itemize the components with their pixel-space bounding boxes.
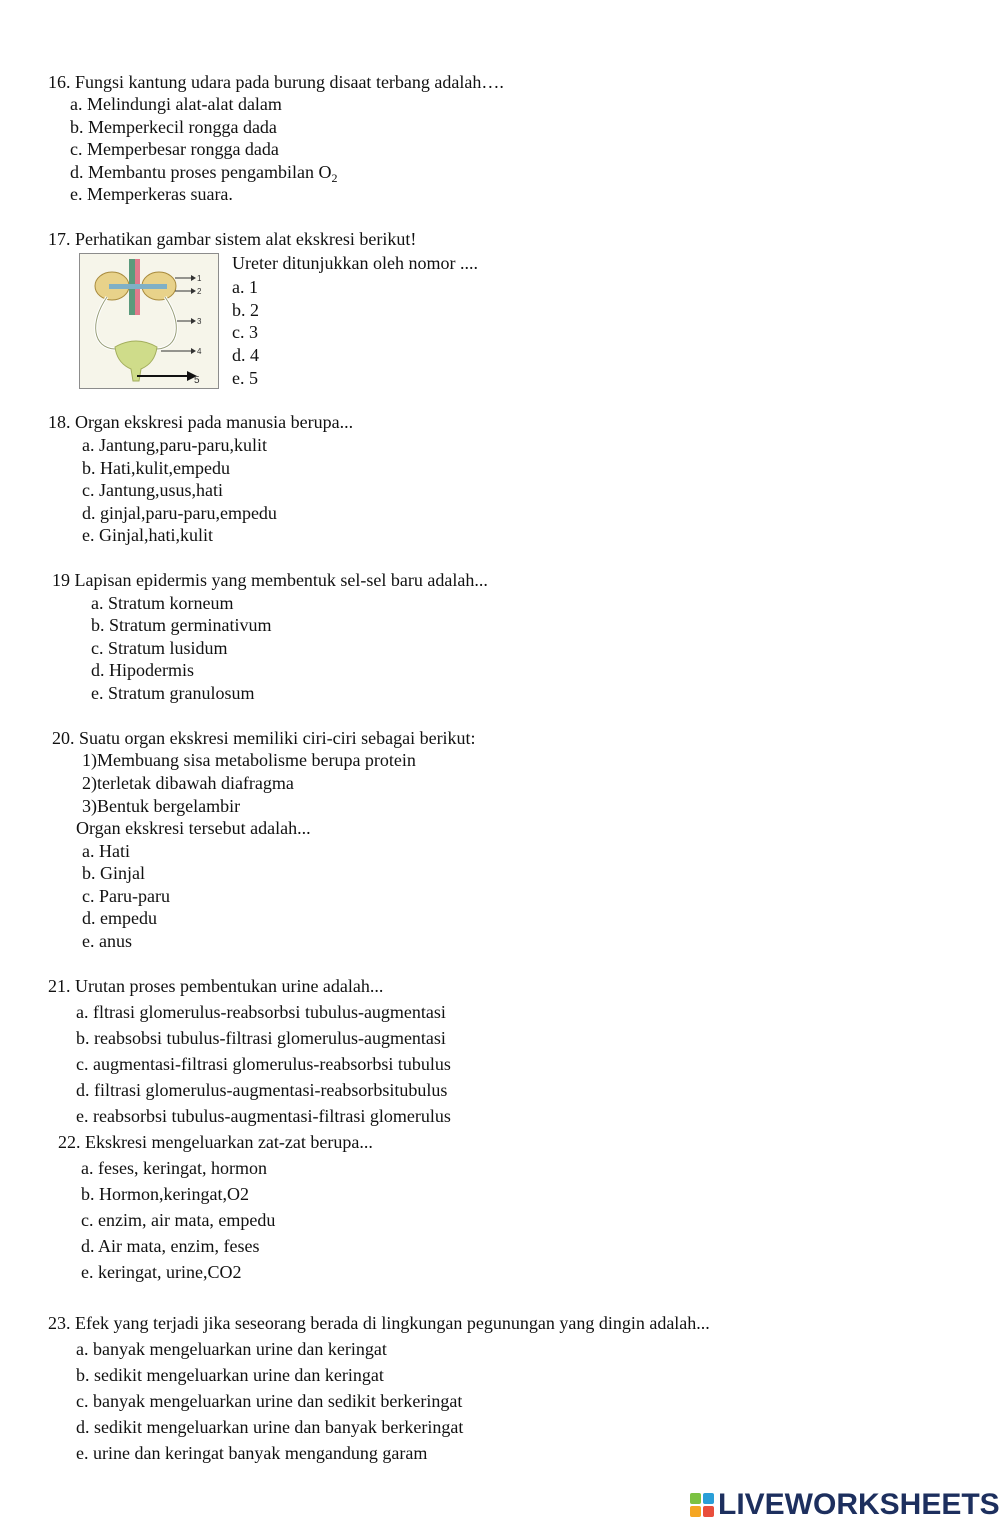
q22-option-c[interactable]: c. enzim, air mata, empedu: [81, 1210, 276, 1230]
q18-option-d[interactable]: d. ginjal,paru-paru,empedu: [82, 503, 277, 523]
diagram-label-4: 4: [197, 347, 202, 356]
q17-option-d[interactable]: d. 4: [232, 345, 259, 365]
q16-option-d-subscript: 2: [331, 171, 338, 185]
q19-question: 19 Lapisan epidermis yang membentuk sel-sel baru adalah...: [52, 570, 488, 590]
q17-option-e[interactable]: e. 5: [232, 368, 258, 388]
q19-option-b[interactable]: b. Stratum germinativum: [91, 615, 272, 635]
q22-option-b[interactable]: b. Hormon,keringat,O2: [81, 1184, 249, 1204]
q21-question: 21. Urutan proses pembentukan urine adalah...: [48, 976, 384, 996]
q17-question: 17. Perhatikan gambar sistem alat ekskresi berikut!: [48, 229, 417, 249]
q22-option-d[interactable]: d. Air mata, enzim, feses: [81, 1236, 260, 1256]
diagram-label-5: 5: [194, 375, 200, 386]
q16-question: 16. Fungsi kantung udara pada burung disaat terbang adalah….: [48, 72, 504, 92]
q20-option-d[interactable]: d. empedu: [82, 908, 157, 928]
q23-option-a[interactable]: a. banyak mengeluarkan urine dan keringat: [76, 1339, 387, 1359]
q16-option-e[interactable]: e. Memperkeras suara.: [70, 184, 233, 204]
q18-option-a[interactable]: a. Jantung,paru-paru,kulit: [82, 435, 267, 455]
q19-option-c[interactable]: c. Stratum lusidum: [91, 638, 228, 658]
diagram-label-1: 1: [197, 274, 202, 283]
q16-option-d[interactable]: [70, 162, 338, 185]
q17-option-b[interactable]: b. 2: [232, 300, 259, 320]
q21-option-d[interactable]: d. filtrasi glomerulus-augmentasi-reabsorbsitubulus: [76, 1080, 448, 1100]
q23-option-e[interactable]: e. urine dan keringat banyak mengandung garam: [76, 1443, 428, 1463]
q21-option-b[interactable]: b. reabsobsi tubulus-filtrasi glomerulus-augmentasi: [76, 1028, 446, 1048]
q17-option-c[interactable]: c. 3: [232, 322, 258, 342]
q22-option-a[interactable]: a. feses, keringat, hormon: [81, 1158, 267, 1178]
q17-option-a[interactable]: a. 1: [232, 277, 258, 297]
q20-feature-3: 3)Bentuk bergelambir: [82, 796, 241, 816]
q20-option-b[interactable]: b. Ginjal: [82, 863, 145, 883]
q23-option-b[interactable]: b. sedikit mengeluarkan urine dan keringat: [76, 1365, 384, 1385]
q18-option-e[interactable]: e. Ginjal,hati,kulit: [82, 525, 213, 545]
q17-prompt: Ureter ditunjukkan oleh nomor ....: [232, 253, 478, 273]
q23-option-d[interactable]: d. sedikit mengeluarkan urine dan banyak berkeringat: [76, 1417, 464, 1437]
excretory-system-diagram: [79, 253, 219, 389]
q19-option-e[interactable]: e. Stratum granulosum: [91, 683, 255, 703]
q21-option-e[interactable]: e. reabsorbsi tubulus-augmentasi-filtrasi glomerulus: [76, 1106, 451, 1126]
q20-option-e[interactable]: e. anus: [82, 931, 132, 951]
liveworksheets-wordmark: LIVEWORKSHEETS: [718, 1488, 1000, 1521]
q22-option-e[interactable]: e. keringat, urine,CO2: [81, 1262, 242, 1282]
q20-option-a[interactable]: a. Hati: [82, 841, 130, 861]
q20-question: 20. Suatu organ ekskresi memiliki ciri-ciri sebagai berikut:: [52, 728, 476, 748]
q16-option-a[interactable]: a. Melindungi alat-alat dalam: [70, 94, 282, 114]
liveworksheets-logo: [690, 1488, 1000, 1522]
q20-option-c[interactable]: c. Paru-paru: [82, 886, 170, 906]
q18-option-b[interactable]: b. Hati,kulit,empedu: [82, 458, 230, 478]
q20-feature-2: 2)terletak dibawah diafragma: [82, 773, 294, 793]
q21-option-a[interactable]: a. fltrasi glomerulus-reabsorbsi tubulus-augmentasi: [76, 1002, 446, 1022]
q18-option-c[interactable]: c. Jantung,usus,hati: [82, 480, 223, 500]
q21-option-c[interactable]: c. augmentasi-filtrasi glomerulus-reabsorbsi tubulus: [76, 1054, 451, 1074]
q16-option-b[interactable]: b. Memperkecil rongga dada: [70, 117, 277, 137]
q16-option-c[interactable]: c. Memperbesar rongga dada: [70, 139, 279, 159]
q22-question: 22. Ekskresi mengeluarkan zat-zat berupa...: [58, 1132, 373, 1152]
q23-option-c[interactable]: c. banyak mengeluarkan urine dan sedikit berkeringat: [76, 1391, 463, 1411]
liveworksheets-logo-icon: [690, 1493, 714, 1517]
q20-feature-1: 1)Membuang sisa metabolisme berupa protein: [82, 750, 416, 770]
q18-question: 18. Organ ekskresi pada manusia berupa...: [48, 412, 354, 432]
q23-question: 23. Efek yang terjadi jika seseorang berada di lingkungan pegunungan yang dingin adalah...: [48, 1313, 710, 1333]
q16-option-d-text: d. Membantu proses pengambilan O: [70, 162, 332, 182]
q19-option-d[interactable]: d. Hipodermis: [91, 660, 194, 680]
diagram-label-3: 3: [197, 317, 202, 326]
diagram-label-2: 2: [197, 287, 202, 296]
q19-option-a[interactable]: a. Stratum korneum: [91, 593, 234, 613]
q20-prompt: Organ ekskresi tersebut adalah...: [76, 818, 311, 838]
